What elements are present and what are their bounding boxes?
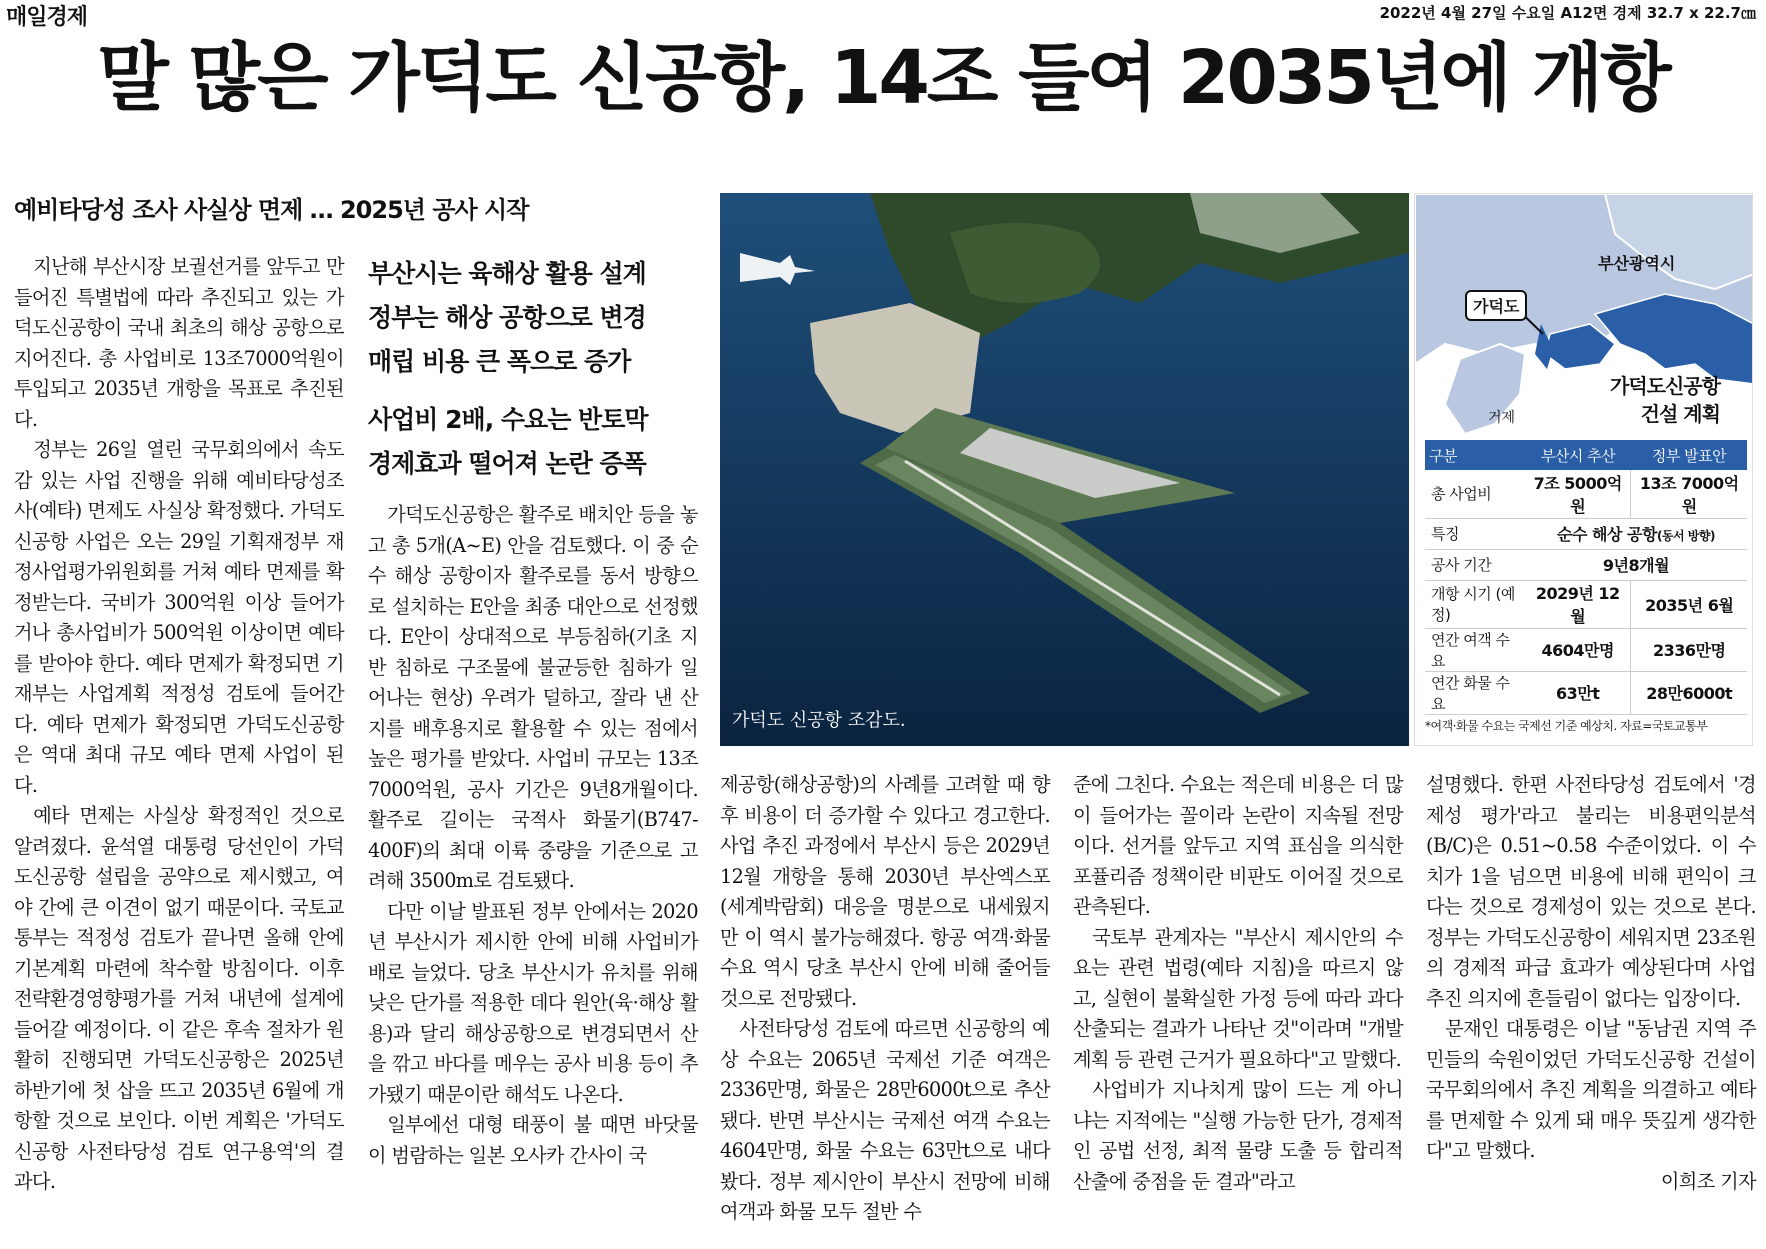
table-cell: 9년8개월 <box>1525 549 1747 580</box>
paragraph: 예타 면제는 사실상 확정적인 것으로 알려졌다. 윤석열 대통령 당선인이 가덕도신공항 설립을 공약으로 제시했고, 여야 간에 큰 이견이 없기 때문이다. 국토교통부는 적정성 검토가 끝나면 올해 안에 기본계획 마련에 착수할 방침이다. 이후 전략환경영향평가를 거쳐 내년에 설계에 들어갈 예정이다. 이 같은 후속 절차가 원활히 진행되면 가덕도신공항은 2025년 하반기에 첫 삽을 뜨고 2035년 6월에 개항할 것으로 보인다. 이번 계획은 '가덕도신공항 사전타당성 검토 연구용역'의 결과다. <box>14 804 344 1193</box>
table-cell-label: 공사 기간 <box>1425 549 1525 580</box>
table-row <box>1425 580 1747 628</box>
table-cell: 2029년 12월 <box>1525 580 1631 628</box>
table-cell <box>1525 518 1747 549</box>
map-label-busan: 부산광역시 <box>1598 254 1676 273</box>
article-column-5 <box>1426 770 1756 1197</box>
infographic-title-line: 건설 계획 <box>1640 402 1720 426</box>
airport-rendering-photo <box>720 193 1409 746</box>
pull-quote: 매립 비용 큰 폭으로 증가 <box>368 347 631 376</box>
table-cell-text: 순수 해상 공항 <box>1557 525 1657 544</box>
publication-meta: 2022년 4월 27일 수요일 A12면 경제 32.7 x 22.7㎝ <box>1379 4 1756 22</box>
table-cell-label: 총 사업비 <box>1425 470 1525 518</box>
article-column-3 <box>720 770 1050 1228</box>
paragraph: 지난해 부산시장 보궐선거를 앞두고 만들어진 특별법에 따라 추진되고 있는 가덕도신공항이 국내 최초의 해상 공항으로 지어진다. 총 사업비로 13조7000억원이 투입되고 2035년 개항을 목표로 추진된다. <box>14 255 344 431</box>
infographic-title-line: 가덕도신공항 <box>1610 374 1720 398</box>
table-cell: 28만6000t <box>1631 671 1747 714</box>
table-cell-note: (동서 방향) <box>1656 529 1715 543</box>
paragraph: 제공항(해상공항)의 사례를 고려할 때 향후 비용이 더 증가할 수 있다고 경고한다. 사업 추진 과정에서 부산시 등은 2029년 12월 개항을 통해 2030년 부산엑스포(세계박람회) 대응을 명분으로 내세웠지만 이 역시 불가능해졌다. 항공 여객·화물 수요 역시 당초 부산시 안에 비해 줄어들 것으로 전망됐다. <box>720 773 1050 1010</box>
pull-quote: 부산시는 육해상 활용 설계 <box>368 259 646 288</box>
table-cell-label: 연간 화물 수요 <box>1425 671 1525 714</box>
paragraph: 준에 그친다. 수요는 적은데 비용은 더 많이 들어가는 꼴이라 논란이 지속될 전망이다. 선거를 앞두고 지역 표심을 의식한 포퓰리즘 정책이란 비판도 이어질 것으로 관측된다. <box>1073 773 1403 918</box>
infographic-footnote: *여객·화물 수요는 국제선 기준 예상치. 자료=국토교통부 <box>1425 719 1708 733</box>
table-cell-label: 개항 시기 (예정) <box>1425 580 1525 628</box>
table-row <box>1425 671 1747 714</box>
article-column-2 <box>368 500 698 1171</box>
table-header-row <box>1425 440 1747 470</box>
construction-plan-table <box>1425 440 1747 715</box>
paragraph: 사업비가 지나치게 많이 드는 게 아니냐는 지적에는 "실행 가능한 단가, 경제적인 공법 선정, 최적 물량 도출 등 합리적 산출에 중점을 둔 결과"라고 <box>1073 1078 1403 1193</box>
table-header: 정부 발표안 <box>1631 440 1747 470</box>
article-column-4 <box>1073 770 1403 1197</box>
table-header: 부산시 추산 <box>1525 440 1631 470</box>
aerial-illustration <box>720 193 1409 746</box>
paragraph: 가덕도신공항은 활주로 배치안 등을 놓고 총 5개(A~E) 안을 검토했다. 이 중 순수 해상 공항이자 활주로를 동서 방향으로 설치하는 E안을 최종 대안으로 선정했다. E안이 상대적으로 부등침하(기초 지반 침하로 구조물에 불균등한 침하가 일어나는 현상) 우려가 덜하고, 잘라 낸 산지를 배후용지로 활용할 수 있는 점에서 높은 평가를 받았다. 사업비 규모는 13조7000억원, 공사 기간은 9년8개월이다. 활주로 길이는 국적사 화물기(B747-400F)의 최대 이륙 중량을 기준으로 고려해 3500m로 검토됐다. <box>368 503 698 892</box>
table-cell: 2035년 6월 <box>1631 580 1747 628</box>
infographic-map <box>1414 193 1753 746</box>
table-row <box>1425 549 1747 580</box>
photo-caption: 가덕도 신공항 조감도. <box>732 710 906 731</box>
pull-quote: 정부는 해상 공항으로 변경 <box>368 303 646 332</box>
table-cell: 2336만명 <box>1631 628 1747 671</box>
masthead <box>0 0 1766 30</box>
subheadline: 예비타당성 조사 사실상 면제 … 2025년 공사 시작 <box>14 196 529 224</box>
byline: 이희조 기자 <box>1660 1169 1756 1193</box>
paragraph: 문재인 대통령은 이날 "동남권 지역 주민들의 숙원이었던 가덕도신공항 건설이 국무회의에서 추진 계획을 의결하고 예타를 면제할 수 있게 돼 매우 뜻깊게 생각한다"고 말했다. <box>1426 1017 1756 1162</box>
newspaper-name: 매일경제 <box>6 5 88 30</box>
table-cell-label: 특징 <box>1425 518 1525 549</box>
infographic-title <box>1610 372 1720 428</box>
pull-quote: 경제효과 떨어져 논란 증폭 <box>368 449 646 478</box>
table-row <box>1425 470 1747 518</box>
map-label-geoje: 거제 <box>1488 410 1516 426</box>
paragraph: 국토부 관계자는 "부산시 제시안의 수요는 관련 법령(예타 지침)을 따르지 않고, 실현이 불확실한 가정 등에 따라 과다 산출되는 결과가 나타난 것"이라며 "개발 계획 등 관련 근거가 필요하다"고 말했다. <box>1073 925 1403 1071</box>
table-cell: 63만t <box>1525 671 1631 714</box>
table-cell: 13조 7000억원 <box>1631 470 1747 518</box>
paragraph: 사전타당성 검토에 따르면 신공항의 예상 수요는 2065년 국제선 기준 여객은 2336만명, 화물은 28만6000t으로 추산됐다. 반면 부산시는 국제선 여객 수요는 4604만명, 화물 수요는 63만t으로 내다봤다. 정부 제시안이 부산시 전망에 비해 여객과 화물 모두 절반 수 <box>720 1017 1050 1223</box>
paragraph: 정부는 26일 열린 국무회의에서 속도감 있는 사업 진행을 위해 예비타당성조사(예타) 면제도 사실상 확정했다. 가덕도신공항 사업은 오는 29일 기획재정부 재정사업평가위원회를 거쳐 예타 면제를 확정받는다. 국비가 300억원 이상 들어가거나 총사업비가 500억원 이상이면 예타를 받아야 한다. 예타 면제가 확정되면 기재부는 사업계획 적정성 검토에 들어간다. 예타 면제가 확정되면 가덕도신공항은 역대 최대 규모 예타 면제 사업이 된다. <box>14 438 344 797</box>
pull-quote-block <box>368 252 698 486</box>
table-cell: 4604만명 <box>1525 628 1631 671</box>
table-cell: 7조 5000억원 <box>1525 470 1631 518</box>
headline: 말 많은 가덕도 신공항, 14조 들여 2035년에 개항 <box>97 35 1669 121</box>
table-row <box>1425 518 1747 549</box>
article-column-1 <box>14 252 344 1198</box>
map-label-gadeokdo: 가덕도 <box>1465 290 1527 321</box>
pull-quote: 사업비 2배, 수요는 반토막 <box>368 405 648 434</box>
table-header: 구분 <box>1425 440 1525 470</box>
paragraph: 설명했다. 한편 사전타당성 검토에서 '경제성 평가'라고 불리는 비용편익분석(B/C)은 0.51~0.58 수준이었다. 이 수치가 1을 넘으면 비용에 비해 편익이 크다는 것으로 경제성이 있는 것으로 본다. 정부는 가덕도신공항이 세워지면 23조원의 경제적 파급 효과가 예상된다며 사업 추진 의지에 흔들림이 없다는 입장이다. <box>1426 773 1756 1010</box>
table-row <box>1425 628 1747 671</box>
paragraph: 다만 이날 발표된 정부 안에서는 2020년 부산시가 제시한 안에 비해 사업비가 배로 늘었다. 당초 부산시가 유치를 위해 낮은 단가를 적용한 데다 원안(육·해상 활용)과 달리 해상공항으로 변경되면서 산을 깎고 바다를 메우는 공사 비용 등이 추가됐기 때문이란 해석도 나온다. <box>368 899 698 1106</box>
paragraph: 일부에선 대형 태풍이 불 때면 바닷물이 범람하는 일본 오사카 간사이 국 <box>368 1113 698 1167</box>
table-cell-label: 연간 여객 수요 <box>1425 628 1525 671</box>
